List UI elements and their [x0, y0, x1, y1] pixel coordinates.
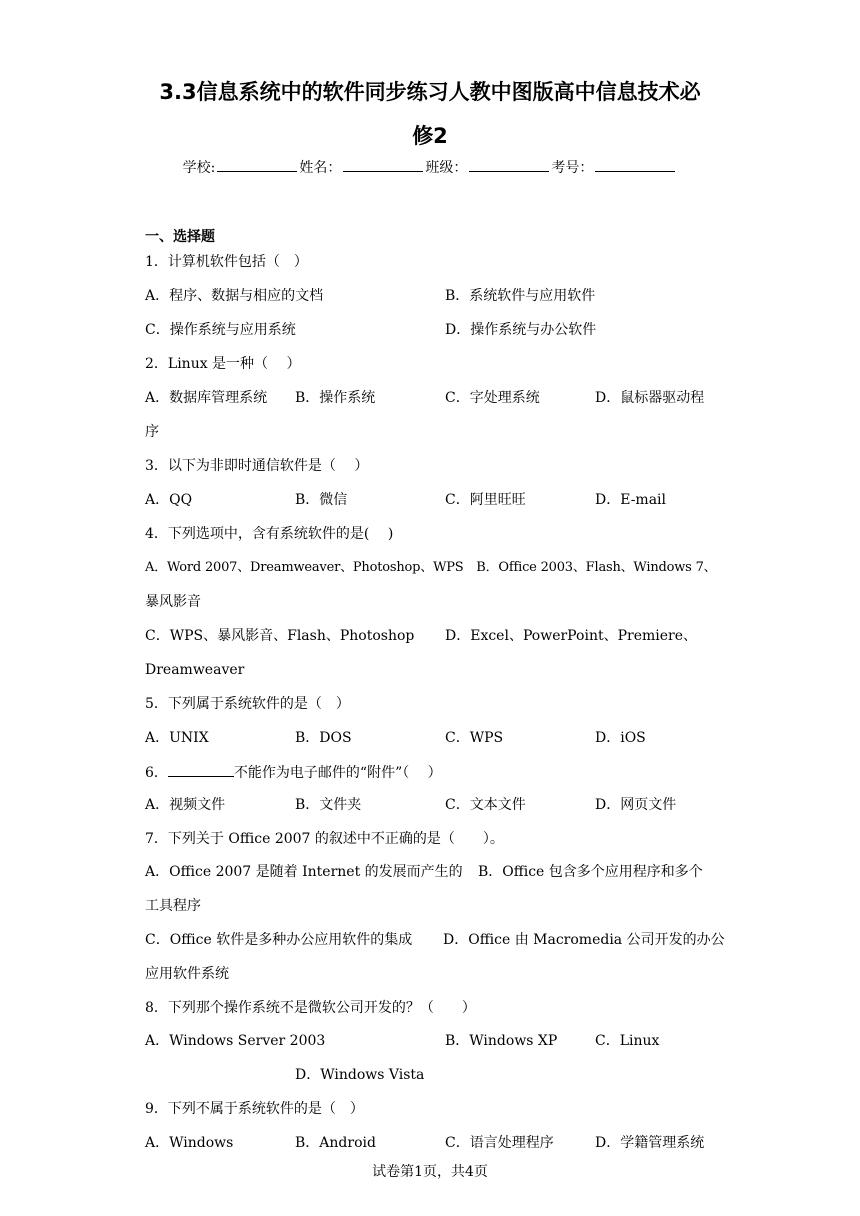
- question-8-option-d: D．Windows Vista: [295, 1067, 425, 1083]
- school-blank[interactable]: [217, 157, 297, 172]
- question-2-option-b: B．操作系统: [295, 390, 376, 406]
- question-2-option-d: D．鼠标器驱动程: [595, 390, 705, 406]
- page-footer: 试卷第1页，共4页: [372, 1164, 488, 1180]
- question-9-option-c: C．语言处理程序: [445, 1135, 554, 1151]
- question-1-option-a: A．程序、数据与相应的文档: [145, 288, 324, 304]
- question-4-option-c: C．WPS、暴风影音、Flash、Photoshop: [145, 628, 415, 644]
- question-7-option-b: B．Office 包含多个应用程序和多个: [478, 864, 703, 880]
- question-6-stem-text: 不能作为电子邮件的“附件”（ ）: [233, 765, 442, 781]
- question-8-option-b: B．Windows XP: [445, 1033, 558, 1049]
- page-title-line-1: 3.3信息系统中的软件同步练习人教中图版高中信息技术必: [159, 80, 701, 104]
- question-5-option-b: B．DOS: [295, 730, 352, 746]
- question-6-option-c: C．文本文件: [445, 797, 526, 813]
- question-7-option-c: C．Office 软件是多种办公应用软件的集成: [145, 932, 413, 948]
- question-9-option-b: B．Android: [295, 1135, 376, 1151]
- question-9-option-a: A．Windows: [145, 1135, 234, 1151]
- school-label: 学校:: [182, 160, 216, 176]
- question-7-stem: 7．下列关于 Office 2007 的叙述中不正确的是（ ）。: [145, 831, 504, 847]
- question-1-option-c: C．操作系统与应用系统: [145, 322, 296, 338]
- question-8-option-a: A．Windows Server 2003: [145, 1033, 326, 1049]
- question-4-option-d: D．Excel、PowerPoint、Premiere、: [445, 628, 697, 644]
- question-7-option-b-continued: 工具程序: [145, 898, 201, 914]
- question-4-options-a-b: A．Word 2007、Dreamweaver、Photoshop、WPS B．Office 2003、Flash、Windows 7、: [145, 560, 717, 575]
- section-heading: 一、选择题: [145, 229, 215, 245]
- question-3-option-c: C．阿里旺旺: [445, 492, 526, 508]
- question-7-option-a: A．Office 2007 是随着 Internet 的发展而产生的: [145, 864, 463, 880]
- question-1-option-d: D．操作系统与办公软件: [445, 322, 597, 338]
- student-info: [0, 157, 860, 177]
- question-6-option-a: A．视频文件: [145, 797, 226, 813]
- question-6-option-d: D．网页文件: [595, 797, 677, 813]
- page-title-line-2: 修2: [412, 124, 448, 148]
- question-1-stem: 1．计算机软件包括（ ）: [145, 254, 308, 270]
- class-blank[interactable]: [469, 157, 549, 172]
- question-6-blank: [168, 762, 234, 777]
- question-8-option-c: C．Linux: [595, 1033, 660, 1049]
- question-3-option-d: D．E-mail: [595, 492, 667, 508]
- question-6-number: 6．: [145, 765, 168, 781]
- question-3-stem: 3．以下为非即时通信软件是（ ）: [145, 458, 369, 474]
- question-2-stem: 2．Linux 是一种（ ）: [145, 356, 301, 372]
- question-3-option-a: A．QQ: [145, 492, 193, 508]
- question-5-option-d: D．iOS: [595, 730, 646, 746]
- question-5-option-c: C．WPS: [445, 730, 504, 746]
- question-2-option-a: A．数据库管理系统: [145, 390, 268, 406]
- exam-no-label: 考号：: [551, 160, 594, 176]
- question-6-option-b: B．文件夹: [295, 797, 362, 813]
- question-4-option-b-continued: 暴风影音: [145, 594, 201, 610]
- question-5-option-a: A．UNIX: [145, 730, 209, 746]
- question-6-stem: [145, 762, 442, 782]
- question-7-option-d-continued: 应用软件系统: [145, 966, 229, 982]
- exam-no-blank[interactable]: [595, 157, 675, 172]
- name-label: 姓名：: [299, 160, 342, 176]
- name-blank[interactable]: [343, 157, 423, 172]
- question-1-option-b: B．系统软件与应用软件: [445, 288, 596, 304]
- question-4-stem: 4．下列选项中，含有系统软件的是( ): [145, 526, 394, 542]
- question-9-stem: 9．下列不属于系统软件的是（ ）: [145, 1101, 364, 1117]
- question-8-stem: 8．下列那个操作系统不是微软公司开发的？（ ）: [145, 1000, 476, 1016]
- question-7-option-d: D．Office 由 Macromedia 公司开发的办公: [443, 932, 725, 948]
- question-3-option-b: B．微信: [295, 492, 348, 508]
- question-9-option-d: D．学籍管理系统: [595, 1135, 705, 1151]
- question-4-option-d-continued: Dreamweaver: [145, 662, 245, 678]
- question-2-option-d-continued: 序: [145, 424, 159, 440]
- question-5-stem: 5．下列属于系统软件的是（ ）: [145, 696, 350, 712]
- question-2-option-c: C．字处理系统: [445, 390, 540, 406]
- class-label: 班级：: [425, 160, 468, 176]
